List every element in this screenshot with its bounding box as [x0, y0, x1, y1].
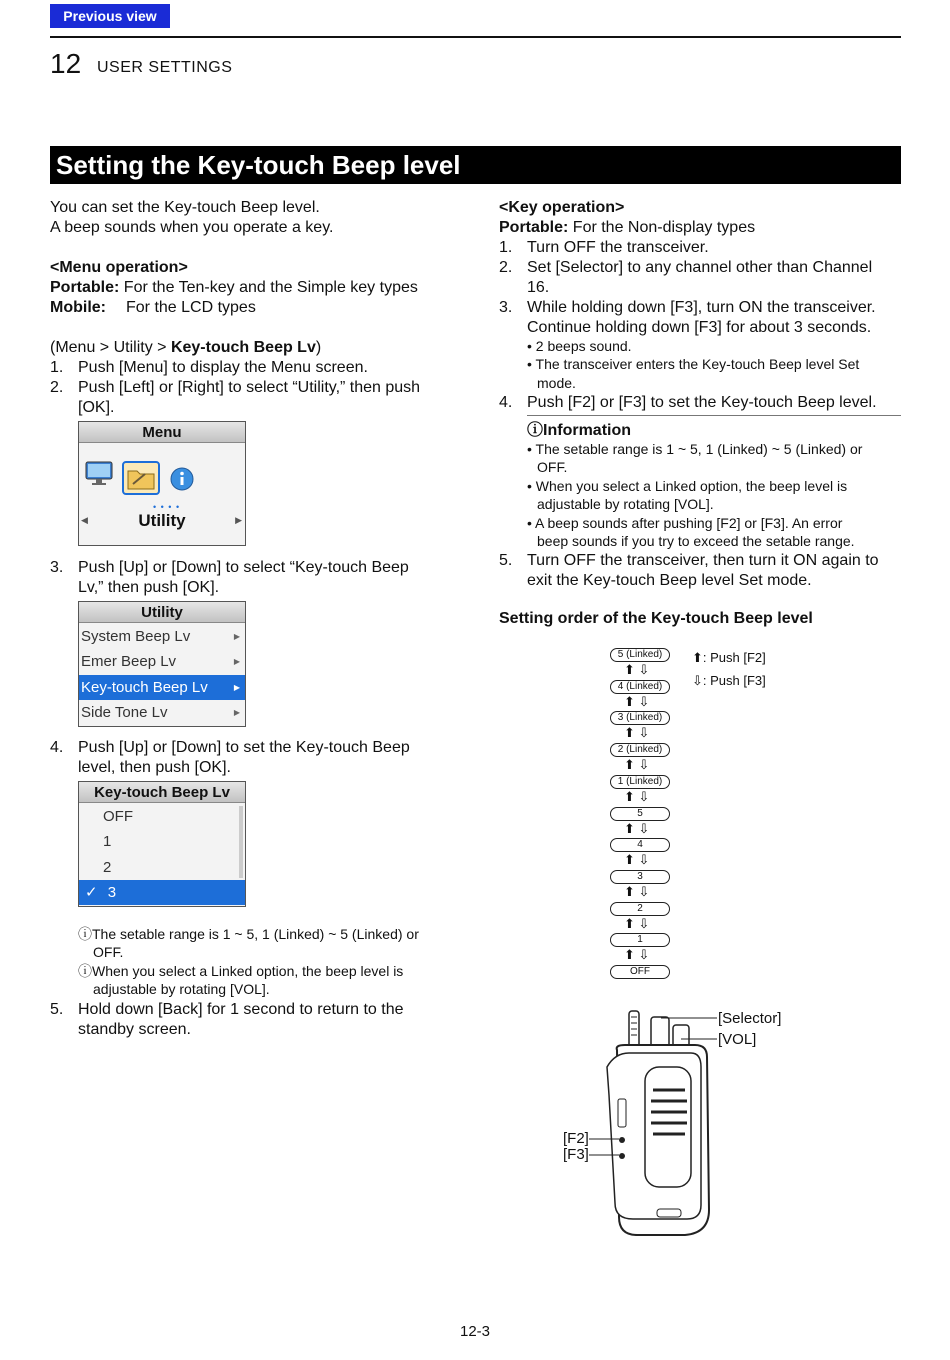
key-operation-heading: <Key operation> — [499, 199, 625, 216]
list-item-label: Side Tone Lv — [81, 704, 168, 721]
page-dots: • • • • — [153, 502, 181, 512]
list-item[interactable] — [79, 804, 245, 829]
selector-label: [Selector] — [718, 1010, 782, 1027]
level-pill: 3 (Linked) — [610, 711, 670, 725]
up-down-arrows-icon: ⬆ ⇩ — [624, 852, 650, 868]
menu-screen — [78, 421, 246, 546]
step-4-cont: level, then push [OK]. — [78, 759, 231, 776]
up-down-arrows-icon: ⬆ ⇩ — [624, 788, 650, 804]
monitor-icon — [85, 460, 115, 486]
chapter-number: 12 — [50, 48, 82, 79]
level-pill: 4 (Linked) — [610, 680, 670, 694]
step-number: 4. — [499, 394, 513, 411]
bullet-set-mode-cont: mode. — [537, 375, 576, 391]
info-bullet-1: • The setable range is 1 ~ 5, 1 (Linked) ~ 5 (Linked) or — [527, 441, 863, 457]
step-1 — [50, 358, 368, 378]
legend-up-label: : Push [F2] — [702, 650, 766, 665]
step-number: 5. — [50, 1001, 64, 1018]
intro-line-2: A beep sounds when you operate a key. — [50, 219, 334, 236]
information-divider — [527, 415, 901, 416]
note-2-cont: adjustable by rotating [VOL]. — [93, 981, 270, 997]
vol-label: [VOL] — [718, 1031, 757, 1048]
menu-path-prefix: (Menu > Utility > — [50, 339, 171, 356]
up-down-arrows-icon: ⬆ ⇩ — [624, 820, 650, 836]
left-arrow-icon: ◀ — [81, 515, 88, 525]
step-number: 2. — [50, 379, 64, 396]
legend-down — [692, 672, 766, 690]
key-step-2 — [499, 258, 872, 278]
mobile-line — [50, 298, 256, 318]
key-step-3 — [499, 298, 876, 318]
utility-screen — [78, 601, 246, 727]
step-3 — [50, 558, 409, 578]
note-2 — [78, 962, 403, 980]
portable-label: Portable: — [50, 279, 120, 296]
menu-operation-heading: <Menu operation> — [50, 259, 188, 276]
up-down-arrows-icon: ⬆ ⇩ — [624, 915, 650, 931]
page-number: 12-3 — [460, 1323, 491, 1340]
down-arrow-icon: ⇩ — [692, 673, 703, 688]
transceiver-illustration — [585, 1005, 720, 1245]
list-item[interactable] — [79, 855, 245, 880]
list-item[interactable] — [79, 649, 245, 674]
step-number: 4. — [50, 739, 64, 756]
up-down-arrows-icon: ⬆ ⇩ — [624, 662, 650, 677]
step-number: 3. — [50, 559, 64, 576]
previous-view-button[interactable]: Previous view — [50, 4, 170, 28]
list-item-label: 2 — [103, 859, 112, 876]
list-item-label: Emer Beep Lv — [81, 653, 177, 670]
step-5 — [50, 1000, 404, 1020]
scrollbar[interactable] — [239, 806, 243, 878]
chevron-right-icon: ▶ — [233, 708, 240, 717]
step-text: While holding down [F3], turn ON the transceiver. — [527, 299, 876, 316]
info-circle-icon: ⓘ — [78, 963, 92, 979]
step-number: 1. — [499, 239, 513, 256]
level-screen — [78, 781, 246, 907]
step-number: 2. — [499, 259, 513, 276]
list-item-label: System Beep Lv — [81, 628, 191, 645]
portable-text: For the Ten-key and the Simple key types — [119, 279, 418, 296]
up-down-arrows-icon: ⬆ ⇩ — [624, 947, 650, 963]
level-pill: OFF — [610, 965, 670, 979]
f3-label: [F3] — [563, 1146, 589, 1163]
step-text: Set [Selector] to any channel other than Channel — [527, 259, 873, 276]
list-item[interactable] — [79, 829, 245, 854]
level-pill: 1 (Linked) — [610, 775, 670, 789]
bullet-set-mode: • The transceiver enters the Key-touch Beep level Set — [527, 356, 860, 372]
portable-line — [50, 278, 418, 298]
section-title: Setting the Key-touch Beep level — [50, 146, 901, 184]
key-step-5-cont: exit the Key-touch Beep level Set mode. — [527, 572, 812, 589]
level-pill: 1 — [610, 933, 670, 947]
list-item-label: 3 — [107, 884, 117, 901]
intro-line-1: You can set the Key-touch Beep level. — [50, 199, 320, 216]
portable-label: Portable: — [499, 219, 569, 236]
step-4 — [50, 738, 410, 758]
portable-text: For the Non-display types — [568, 219, 756, 236]
level-pill: 5 — [610, 807, 670, 821]
header-rule — [50, 36, 901, 38]
chevron-right-icon: ▶ — [233, 657, 240, 666]
list-item-label: OFF — [103, 808, 133, 825]
step-text: Push [Up] or [Down] to set the Key-touch Beep — [78, 739, 410, 756]
step-5-cont: standby screen. — [78, 1021, 191, 1038]
information-heading — [527, 421, 631, 441]
note-1-cont: OFF. — [93, 944, 124, 960]
list-item-selected[interactable] — [79, 880, 245, 905]
legend-up — [692, 649, 766, 667]
up-arrow-icon: ⬆ — [692, 650, 703, 665]
menu-path — [50, 338, 321, 358]
info-icon — [169, 466, 195, 492]
up-down-arrows-icon: ⬆ ⇩ — [624, 757, 650, 773]
bullet-beeps: • 2 beeps sound. — [527, 338, 632, 354]
note-1 — [78, 925, 419, 943]
key-step-4 — [499, 393, 877, 413]
mobile-text: For the LCD types — [126, 299, 256, 316]
menu-screen-title: Menu — [79, 422, 245, 443]
step-text: Push [Up] or [Down] to select “Key-touch Beep — [78, 559, 409, 576]
info-bullet-2: • When you select a Linked option, the beep level is — [527, 478, 848, 494]
key-step-1 — [499, 238, 709, 258]
f2-label: [F2] — [563, 1130, 589, 1147]
step-text: Push [F2] or [F3] to set the Key-touch Beep level. — [527, 394, 877, 411]
level-pill: 5 (Linked) — [610, 648, 670, 662]
list-item-label: 1 — [103, 833, 112, 850]
step-number: 5. — [499, 552, 513, 569]
step-number: 1. — [50, 359, 64, 376]
legend-down-label: : Push [F3] — [702, 673, 766, 688]
utility-screen-title: Utility — [79, 602, 245, 623]
check-icon: ✓ — [85, 884, 98, 901]
key-step-2-cont: 16. — [527, 279, 550, 296]
step-number: 3. — [499, 299, 513, 316]
step-2 — [50, 378, 420, 398]
info-bullet-2-cont: adjustable by rotating [VOL]. — [537, 496, 714, 512]
note-text: The setable range is 1 ~ 5, 1 (Linked) ~ 5 (Linked) or — [92, 926, 419, 942]
step-text: Push [Menu] to display the Menu screen. — [78, 359, 368, 376]
up-down-arrows-icon: ⬆ ⇩ — [624, 725, 650, 741]
key-step-5 — [499, 551, 879, 571]
level-pill: 2 — [610, 902, 670, 916]
setting-order-heading: Setting order of the Key-touch Beep level — [499, 610, 813, 627]
info-bullet-3-cont: beep sounds if you try to exceed the setable range. — [537, 533, 855, 549]
note-text: When you select a Linked option, the beep level is — [92, 963, 404, 979]
menu-path-suffix: ) — [315, 339, 322, 356]
list-item[interactable] — [79, 624, 245, 649]
up-down-arrows-icon: ⬆ ⇩ — [624, 883, 650, 899]
key-step-3-cont: Continue holding down [F3] for about 3 seconds. — [527, 319, 872, 336]
chevron-right-icon: ▶ — [233, 632, 240, 641]
menu-screen-label: Utility — [138, 511, 186, 530]
menu-path-item: Key-touch Beep Lv — [170, 339, 316, 356]
info-circle-icon: ⓘ — [527, 422, 544, 439]
chapter-title: USER SETTINGS — [97, 59, 233, 76]
step-3-cont: Lv,” then push [OK]. — [78, 579, 220, 596]
level-pill: 2 (Linked) — [610, 743, 670, 757]
up-down-arrows-icon: ⬆ ⇩ — [624, 693, 650, 709]
step-2-cont: [OK]. — [78, 399, 115, 416]
info-circle-icon: ⓘ — [78, 926, 92, 942]
right-arrow-icon: ▶ — [235, 515, 242, 525]
info-bullet-1-cont: OFF. — [537, 459, 568, 475]
step-text: Turn OFF the transceiver, then turn it ON again to — [527, 552, 879, 569]
list-item-label: Key-touch Beep Lv — [81, 679, 208, 696]
level-screen-title: Key-touch Beep Lv — [79, 782, 245, 803]
mobile-label: Mobile: — [50, 299, 106, 316]
portable-line-right — [499, 218, 755, 238]
information-title: Information — [543, 422, 632, 439]
chevron-right-icon: ▶ — [233, 683, 240, 692]
step-text: Hold down [Back] for 1 second to return to the — [78, 1001, 404, 1018]
info-bullet-3: • A beep sounds after pushing [F2] or [F3]. An error — [527, 515, 843, 531]
list-item[interactable] — [79, 700, 245, 725]
level-pill: 3 — [610, 870, 670, 884]
list-item-selected[interactable] — [79, 675, 245, 700]
folder-icon — [127, 466, 155, 490]
level-pill: 4 — [610, 838, 670, 852]
step-text: Turn OFF the transceiver. — [527, 239, 709, 256]
step-text: Push [Left] or [Right] to select “Utility,” then push — [78, 379, 421, 396]
